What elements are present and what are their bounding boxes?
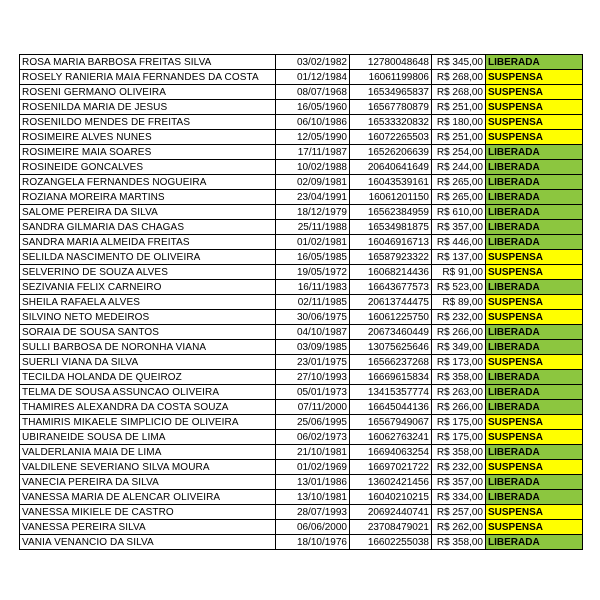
value-cell: R$ 268,00 <box>432 70 486 85</box>
status-cell: SUSPENSA <box>486 430 583 445</box>
id-cell: 16643677573 <box>350 280 432 295</box>
table-row <box>20 160 583 175</box>
date-cell: 16/11/1983 <box>276 280 350 295</box>
status-cell: LIBERADA <box>486 535 583 550</box>
table-row <box>20 265 583 280</box>
id-cell: 16533320832 <box>350 115 432 130</box>
date-cell: 25/11/1988 <box>276 220 350 235</box>
date-cell: 12/05/1990 <box>276 130 350 145</box>
status-cell: SUSPENSA <box>486 265 583 280</box>
name-cell: VANESSA PEREIRA SILVA <box>20 520 276 535</box>
id-cell: 16694063254 <box>350 445 432 460</box>
value-cell: R$ 265,00 <box>432 175 486 190</box>
status-cell: SUSPENSA <box>486 100 583 115</box>
value-cell: R$ 446,00 <box>432 235 486 250</box>
id-cell: 16567780879 <box>350 100 432 115</box>
value-cell: R$ 357,00 <box>432 475 486 490</box>
id-cell: 16062763241 <box>350 430 432 445</box>
date-cell: 04/10/1987 <box>276 325 350 340</box>
table-row <box>20 70 583 85</box>
value-cell: R$ 357,00 <box>432 220 486 235</box>
value-cell: R$ 173,00 <box>432 355 486 370</box>
status-cell: LIBERADA <box>486 325 583 340</box>
value-cell: R$ 232,00 <box>432 310 486 325</box>
id-cell: 16645044136 <box>350 400 432 415</box>
id-cell: 16587923322 <box>350 250 432 265</box>
spreadsheet <box>19 54 583 550</box>
name-cell: TECILDA HOLANDA DE QUEIROZ <box>20 370 276 385</box>
table-row <box>20 55 583 70</box>
id-cell: 13075625646 <box>350 340 432 355</box>
status-cell: SUSPENSA <box>486 505 583 520</box>
id-cell: 20692440741 <box>350 505 432 520</box>
date-cell: 16/05/1985 <box>276 250 350 265</box>
table-row <box>20 460 583 475</box>
name-cell: VALDILENE SEVERIANO SILVA MOURA <box>20 460 276 475</box>
date-cell: 18/10/1976 <box>276 535 350 550</box>
value-cell: R$ 268,00 <box>432 85 486 100</box>
table-row <box>20 85 583 100</box>
table-row <box>20 490 583 505</box>
status-cell: SUSPENSA <box>486 355 583 370</box>
value-cell: R$ 349,00 <box>432 340 486 355</box>
status-cell: LIBERADA <box>486 370 583 385</box>
table-row <box>20 310 583 325</box>
date-cell: 01/02/1969 <box>276 460 350 475</box>
status-cell: LIBERADA <box>486 205 583 220</box>
id-cell: 16068214436 <box>350 265 432 280</box>
id-cell: 16534981875 <box>350 220 432 235</box>
value-cell: R$ 257,00 <box>432 505 486 520</box>
table-body <box>20 55 583 550</box>
value-cell: R$ 262,00 <box>432 520 486 535</box>
name-cell: SHEILA RAFAELA ALVES <box>20 295 276 310</box>
status-cell: LIBERADA <box>486 340 583 355</box>
value-cell: R$ 345,00 <box>432 55 486 70</box>
value-cell: R$ 610,00 <box>432 205 486 220</box>
id-cell: 16526206639 <box>350 145 432 160</box>
value-cell: R$ 523,00 <box>432 280 486 295</box>
date-cell: 02/09/1981 <box>276 175 350 190</box>
value-cell: R$ 334,00 <box>432 490 486 505</box>
date-cell: 13/10/1981 <box>276 490 350 505</box>
value-cell: R$ 358,00 <box>432 445 486 460</box>
name-cell: ROSIMEIRE ALVES NUNES <box>20 130 276 145</box>
table-row <box>20 385 583 400</box>
status-cell: LIBERADA <box>486 55 583 70</box>
status-cell: LIBERADA <box>486 280 583 295</box>
value-cell: R$ 266,00 <box>432 400 486 415</box>
date-cell: 19/05/1972 <box>276 265 350 280</box>
status-cell: LIBERADA <box>486 160 583 175</box>
value-cell: R$ 254,00 <box>432 145 486 160</box>
name-cell: VANESSA MIKIELE DE CASTRO <box>20 505 276 520</box>
table-row <box>20 190 583 205</box>
date-cell: 23/04/1991 <box>276 190 350 205</box>
name-cell: SUERLI VIANA DA SILVA <box>20 355 276 370</box>
name-cell: ROSINEIDE GONCALVES <box>20 160 276 175</box>
date-cell: 23/01/1975 <box>276 355 350 370</box>
name-cell: SALOME PEREIRA DA SILVA <box>20 205 276 220</box>
value-cell: R$ 265,00 <box>432 190 486 205</box>
name-cell: SELVERINO DE SOUZA ALVES <box>20 265 276 280</box>
value-cell: R$ 251,00 <box>432 130 486 145</box>
table-row <box>20 235 583 250</box>
status-cell: LIBERADA <box>486 145 583 160</box>
name-cell: SANDRA GILMARIA DAS CHAGAS <box>20 220 276 235</box>
date-cell: 13/01/1986 <box>276 475 350 490</box>
status-cell: LIBERADA <box>486 445 583 460</box>
status-cell: LIBERADA <box>486 475 583 490</box>
id-cell: 16072265503 <box>350 130 432 145</box>
table-row <box>20 295 583 310</box>
name-cell: ROSA MARIA BARBOSA FREITAS SILVA <box>20 55 276 70</box>
value-cell: R$ 266,00 <box>432 325 486 340</box>
date-cell: 10/02/1988 <box>276 160 350 175</box>
name-cell: ROSELY RANIERIA MAIA FERNANDES DA COSTA <box>20 70 276 85</box>
name-cell: ROSENILDA MARIA DE JESUS <box>20 100 276 115</box>
value-cell: R$ 175,00 <box>432 415 486 430</box>
table-row <box>20 475 583 490</box>
name-cell: UBIRANEIDE SOUSA DE LIMA <box>20 430 276 445</box>
id-cell: 16567949067 <box>350 415 432 430</box>
name-cell: SULLI BARBOSA DE NORONHA VIANA <box>20 340 276 355</box>
value-cell: R$ 263,00 <box>432 385 486 400</box>
table-row <box>20 505 583 520</box>
value-cell: R$ 180,00 <box>432 115 486 130</box>
id-cell: 16602255038 <box>350 535 432 550</box>
date-cell: 06/06/2000 <box>276 520 350 535</box>
value-cell: R$ 244,00 <box>432 160 486 175</box>
id-cell: 16061201150 <box>350 190 432 205</box>
id-cell: 16534965837 <box>350 85 432 100</box>
table-row <box>20 175 583 190</box>
name-cell: VANECIA PEREIRA DA SILVA <box>20 475 276 490</box>
status-cell: SUSPENSA <box>486 520 583 535</box>
name-cell: SORAIA DE SOUSA SANTOS <box>20 325 276 340</box>
name-cell: THAMIRES ALEXANDRA DA COSTA SOUZA <box>20 400 276 415</box>
table-row <box>20 400 583 415</box>
id-cell: 16566237268 <box>350 355 432 370</box>
name-cell: ROZIANA MOREIRA MARTINS <box>20 190 276 205</box>
name-cell: TELMA DE SOUSA ASSUNCAO OLIVEIRA <box>20 385 276 400</box>
value-cell: R$ 175,00 <box>432 430 486 445</box>
beneficiary-table <box>19 54 583 550</box>
date-cell: 18/12/1979 <box>276 205 350 220</box>
table-row <box>20 355 583 370</box>
table-row <box>20 250 583 265</box>
status-cell: LIBERADA <box>486 490 583 505</box>
status-cell: SUSPENSA <box>486 115 583 130</box>
table-row <box>20 430 583 445</box>
table-row <box>20 115 583 130</box>
date-cell: 07/11/2000 <box>276 400 350 415</box>
id-cell: 16562384959 <box>350 205 432 220</box>
name-cell: SILVINO NETO MEDEIROS <box>20 310 276 325</box>
table-row <box>20 130 583 145</box>
id-cell: 16697021722 <box>350 460 432 475</box>
date-cell: 02/11/1985 <box>276 295 350 310</box>
value-cell: R$ 358,00 <box>432 535 486 550</box>
table-row <box>20 325 583 340</box>
name-cell: ROSENI GERMANO OLIVEIRA <box>20 85 276 100</box>
value-cell: R$ 232,00 <box>432 460 486 475</box>
id-cell: 16669615834 <box>350 370 432 385</box>
date-cell: 03/09/1985 <box>276 340 350 355</box>
date-cell: 28/07/1993 <box>276 505 350 520</box>
id-cell: 13415357774 <box>350 385 432 400</box>
status-cell: SUSPENSA <box>486 460 583 475</box>
name-cell: ROSIMEIRE MAIA SOARES <box>20 145 276 160</box>
status-cell: LIBERADA <box>486 400 583 415</box>
id-cell: 16040210215 <box>350 490 432 505</box>
id-cell: 20613744475 <box>350 295 432 310</box>
date-cell: 06/02/1973 <box>276 430 350 445</box>
table-row <box>20 445 583 460</box>
name-cell: VANIA VENANCIO DA SILVA <box>20 535 276 550</box>
date-cell: 05/01/1973 <box>276 385 350 400</box>
id-cell: 20640641649 <box>350 160 432 175</box>
table-row <box>20 145 583 160</box>
id-cell: 16046916713 <box>350 235 432 250</box>
name-cell: SELILDA NASCIMENTO DE OLIVEIRA <box>20 250 276 265</box>
name-cell: ROZANGELA FERNANDES NOGUEIRA <box>20 175 276 190</box>
status-cell: SUSPENSA <box>486 250 583 265</box>
name-cell: VANESSA MARIA DE ALENCAR OLIVEIRA <box>20 490 276 505</box>
id-cell: 16061199806 <box>350 70 432 85</box>
value-cell: R$ 358,00 <box>432 370 486 385</box>
value-cell: R$ 137,00 <box>432 250 486 265</box>
id-cell: 13602421456 <box>350 475 432 490</box>
table-row <box>20 220 583 235</box>
value-cell: R$ 89,00 <box>432 295 486 310</box>
id-cell: 16061225750 <box>350 310 432 325</box>
id-cell: 23708479021 <box>350 520 432 535</box>
date-cell: 27/10/1993 <box>276 370 350 385</box>
name-cell: THAMIRIS MIKAELE SIMPLICIO DE OLIVEIRA <box>20 415 276 430</box>
status-cell: LIBERADA <box>486 385 583 400</box>
status-cell: SUSPENSA <box>486 415 583 430</box>
date-cell: 08/07/1968 <box>276 85 350 100</box>
table-row <box>20 205 583 220</box>
table-row <box>20 415 583 430</box>
table-row <box>20 535 583 550</box>
status-cell: LIBERADA <box>486 220 583 235</box>
date-cell: 01/12/1984 <box>276 70 350 85</box>
date-cell: 17/11/1987 <box>276 145 350 160</box>
id-cell: 20673460449 <box>350 325 432 340</box>
date-cell: 25/06/1995 <box>276 415 350 430</box>
date-cell: 01/02/1981 <box>276 235 350 250</box>
status-cell: LIBERADA <box>486 190 583 205</box>
status-cell: LIBERADA <box>486 235 583 250</box>
name-cell: ROSENILDO MENDES DE FREITAS <box>20 115 276 130</box>
value-cell: R$ 251,00 <box>432 100 486 115</box>
status-cell: SUSPENSA <box>486 295 583 310</box>
name-cell: SANDRA MARIA ALMEIDA FREITAS <box>20 235 276 250</box>
name-cell: SEZIVANIA FELIX CARNEIRO <box>20 280 276 295</box>
id-cell: 12780048648 <box>350 55 432 70</box>
table-row <box>20 370 583 385</box>
name-cell: VALDERLANIA MAIA DE LIMA <box>20 445 276 460</box>
value-cell: R$ 91,00 <box>432 265 486 280</box>
date-cell: 06/10/1986 <box>276 115 350 130</box>
status-cell: SUSPENSA <box>486 70 583 85</box>
date-cell: 03/02/1982 <box>276 55 350 70</box>
date-cell: 21/10/1981 <box>276 445 350 460</box>
table-row <box>20 520 583 535</box>
date-cell: 30/06/1975 <box>276 310 350 325</box>
status-cell: SUSPENSA <box>486 130 583 145</box>
status-cell: SUSPENSA <box>486 310 583 325</box>
status-cell: SUSPENSA <box>486 85 583 100</box>
table-row <box>20 280 583 295</box>
status-cell: LIBERADA <box>486 175 583 190</box>
table-row <box>20 340 583 355</box>
table-row <box>20 100 583 115</box>
date-cell: 16/05/1960 <box>276 100 350 115</box>
id-cell: 16043539161 <box>350 175 432 190</box>
